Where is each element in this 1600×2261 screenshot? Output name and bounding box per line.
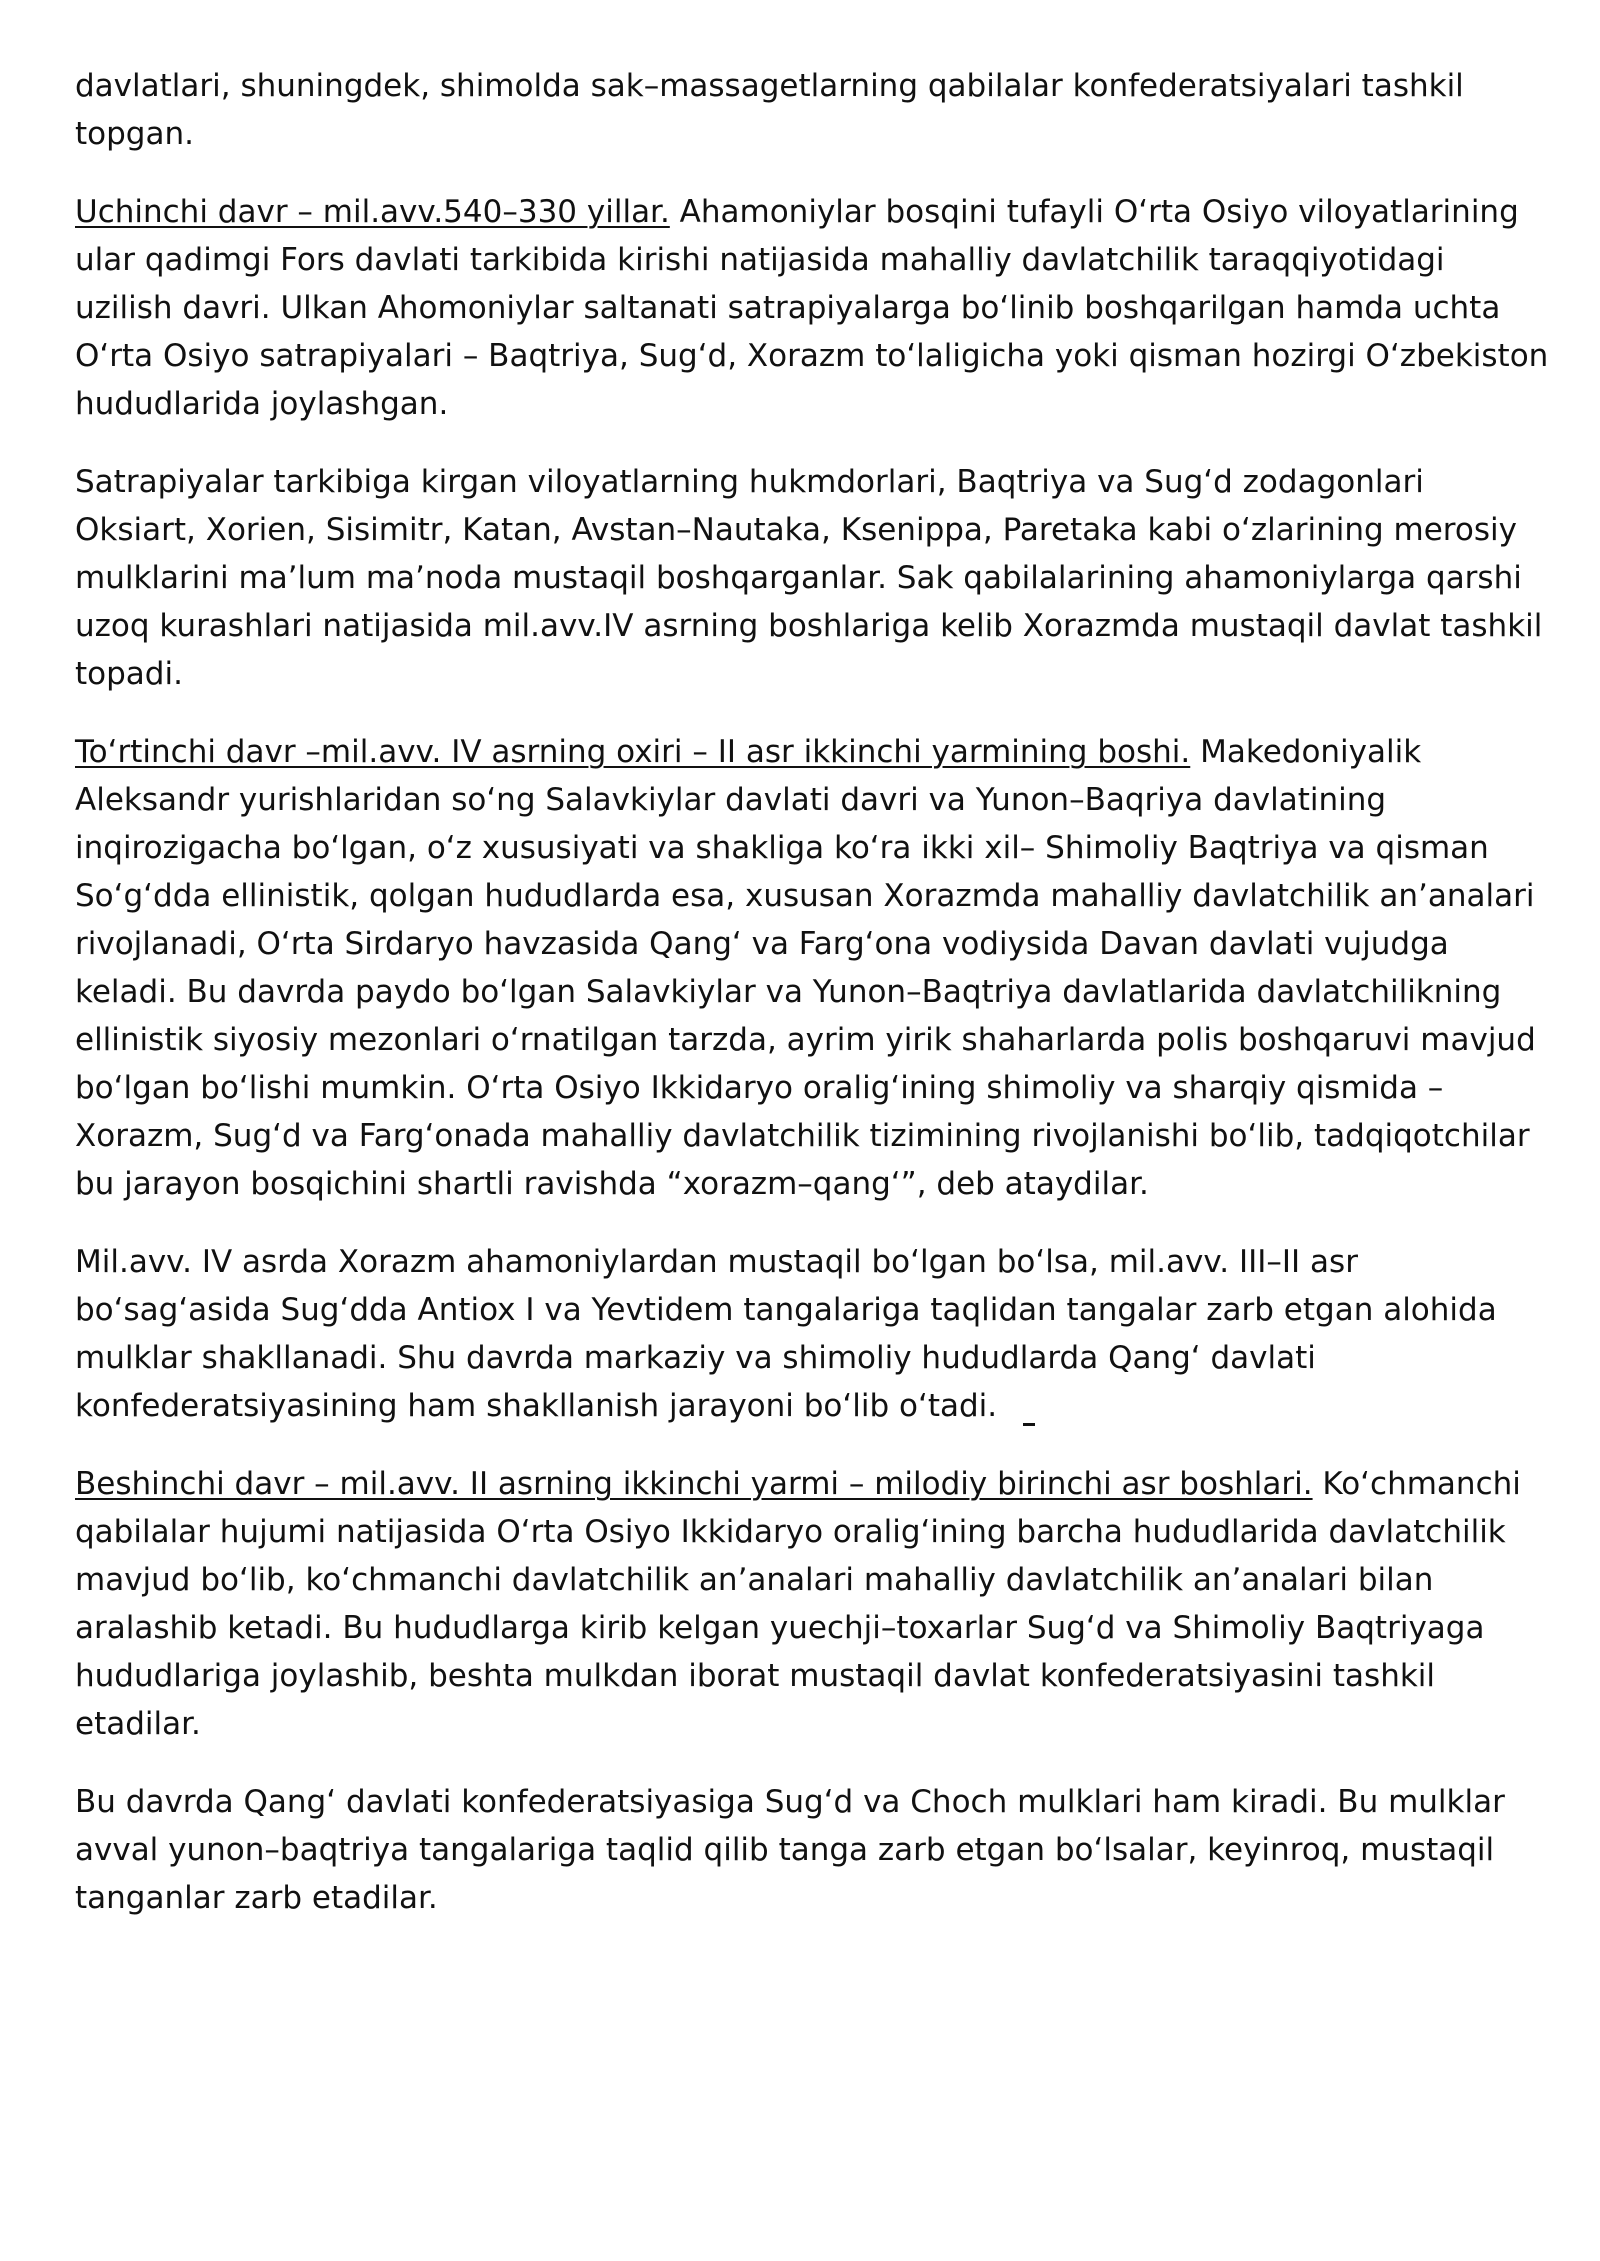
paragraph-5 bbox=[75, 1238, 1550, 1430]
paragraph-3-text: Satrapiyalar tarkibiga kirgan viloyatlarning hukmdorlari, Baqtriya va Sug‘d zodagonlari Oksiart, Xorien, Sisimitr, Katan, Avstan–Nautaka, Ksenippa, Paretaka kabi o‘zlarining merosiy mulklarini ma’lum ma’noda mustaqil boshqarganlar. Sak qabilalarining ahamoniylarga qarshi uzoq kurashlari natijasida mil.avv.IV asrning boshlariga kelib Xorazmda mustaqil davlat tashkil topadi. bbox=[75, 464, 1543, 692]
paragraph-7-text: Bu davrda Qang‘ davlati konfederatsiyasiga Sug‘d va Choch mulklari ham kiradi. Bu mulklar avval yunon–baqtriya tangalariga taqlid qilib tanga zarb etgan bo‘lsalar, keyinroq, mustaqil tanganlar zarb etadilar. bbox=[75, 1784, 1505, 1916]
paragraph-4-text: Makedoniyalik Aleksandr yurishlaridan so‘ng Salavkiylar davlati davri va Yunon–Baqriya davlatining inqirozigacha bo‘lgan, o‘z xususiyati va shakliga ko‘ra ikki xil– Shimoliy Baqtriya va qisman So‘g‘dda ellinistik, qolgan hududlarda esa, xususan Xorazmda mahalliy davlatchilik an’analari rivojlanadi, O‘rta Sirdaryo havzasida Qang‘ va Farg‘ona vodiysida Davan davlati vujudga keladi. Bu davrda paydo bo‘lgan Salavkiylar va Yunon–Baqtriya davlatlarida davlatchilikning ellinistik siyosiy mezonlari o‘rnatilgan tarzda, ayrim yirik shaharlarda polis boshqaruvi mavjud bo‘lgan bo‘lishi mumkin. O‘rta Osiyo Ikkidaryo oralig‘ining shimoliy va sharqiy qismida – Xorazm, Sug‘d va Farg‘onada mahalliy davlatchilik tizimining rivojlanishi bo‘lib, tadqiqotchilar bu jarayon bosqichini shartli ravishda “xorazm–qang‘”, deb ataydilar. bbox=[75, 734, 1536, 1202]
period-3-heading: Uchinchi davr – mil.avv.540–330 yillar. bbox=[75, 194, 670, 230]
stray-dash-mark bbox=[1023, 1423, 1035, 1426]
paragraph-1 bbox=[75, 62, 1550, 158]
paragraph-2 bbox=[75, 188, 1550, 428]
paragraph-6 bbox=[75, 1460, 1550, 1748]
paragraph-7 bbox=[75, 1778, 1550, 1922]
paragraph-4 bbox=[75, 728, 1550, 1208]
paragraph-3 bbox=[75, 458, 1550, 698]
paragraph-5-text: Mil.avv. IV asrda Xorazm ahamoniylardan mustaqil bo‘lgan bo‘lsa, mil.avv. III–II asr bo‘sag‘asida Sug‘dda Antiox I va Yevtidem tangalariga taqlidan tangalar zarb etgan alohida mulklar shakllanadi. Shu davrda markaziy va shimoliy hududlarda Qang‘ davlati konfederatsiyasining ham shakllanish jarayoni bo‘lib o‘tadi. bbox=[75, 1244, 1497, 1424]
document-page bbox=[75, 62, 1550, 1952]
period-5-heading: Beshinchi davr – mil.avv. II asrning ikkinchi yarmi – milodiy birinchi asr boshlari. bbox=[75, 1466, 1313, 1502]
paragraph-6-text: Ko‘chmanchi qabilalar hujumi natijasida O‘rta Osiyo Ikkidaryo oralig‘ining barcha hududlarida davlatchilik mavjud bo‘lib, ko‘chmanchi davlatchilik an’analari mahalliy davlatchilik an’analari bilan aralashib ketadi. Bu hududlarga kirib kelgan yuechji–toxarlar Sug‘d va Shimoliy Baqtriyaga hududlariga joylashib, beshta mulkdan iborat mustaqil davlat konfederatsiyasini tashkil etadilar. bbox=[75, 1466, 1521, 1742]
paragraph-1-text: davlatlari, shuningdek, shimolda sak–massagetlarning qabilalar konfederatsiyalari tashkil topgan. bbox=[75, 68, 1464, 152]
paragraph-2-text: Ahamoniylar bosqini tufayli O‘rta Osiyo viloyatlarining ular qadimgi Fors davlati tarkibida kirishi natijasida mahalliy davlatchilik taraqqiyotidagi uzilish davri. Ulkan Ahomoniylar saltanati satrapiyalarga bo‘linib boshqarilgan hamda uchta O‘rta Osiyo satrapiyalari – Baqtriya, Sug‘d, Xorazm to‘laligicha yoki qisman hozirgi O‘zbekiston hududlarida joylashgan. bbox=[75, 194, 1549, 422]
period-4-heading: To‘rtinchi davr –mil.avv. IV asrning oxiri – II asr ikkinchi yarmining boshi. bbox=[75, 734, 1191, 770]
